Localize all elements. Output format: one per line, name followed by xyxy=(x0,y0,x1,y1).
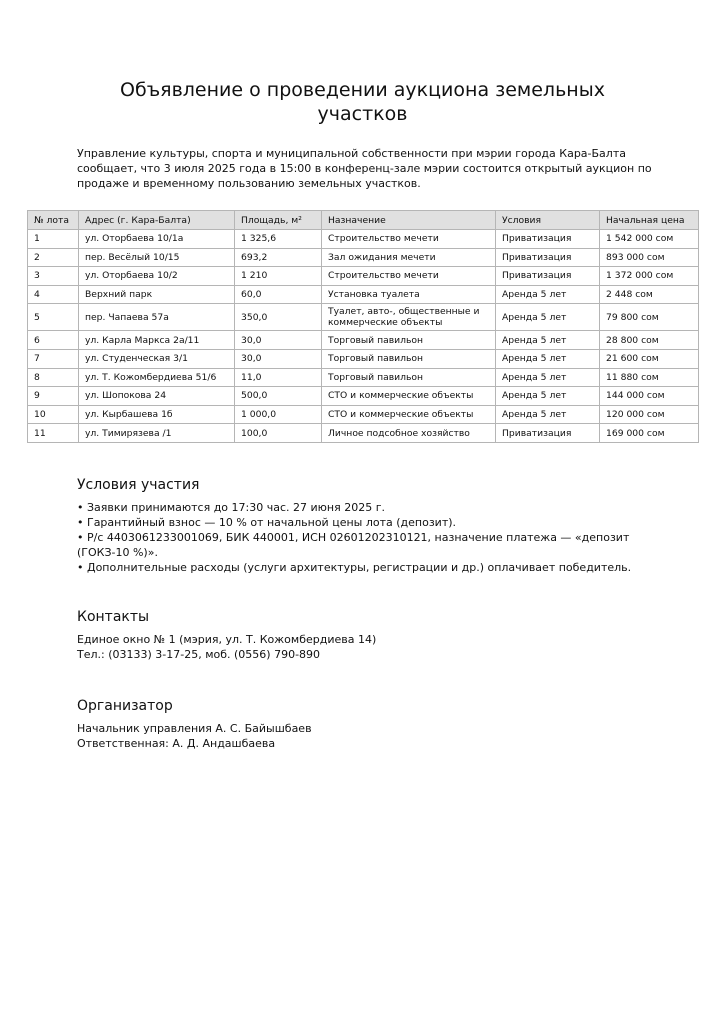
header-address: Адрес (г. Кара-Балта) xyxy=(79,211,235,230)
cell-address: ул. Т. Кожомбердиева 51/6 xyxy=(79,368,235,387)
cell-lot-number: 7 xyxy=(28,349,79,368)
cell-terms: Аренда 5 лет xyxy=(496,405,600,424)
cell-purpose: Установка туалета xyxy=(322,285,496,304)
cell-lot-number: 11 xyxy=(28,424,79,443)
cell-address: Верхний парк xyxy=(79,285,235,304)
cell-lot-number: 9 xyxy=(28,387,79,406)
cell-area: 1 325,6 xyxy=(235,230,322,249)
cell-purpose: Туалет, авто-, общественные и коммерческие объекты xyxy=(322,304,496,331)
cell-area: 30,0 xyxy=(235,349,322,368)
cell-area: 60,0 xyxy=(235,285,322,304)
table-row xyxy=(28,248,699,267)
header-starting-price: Начальная цена xyxy=(600,211,699,230)
cell-starting-price: 21 600 сом xyxy=(600,349,699,368)
table-row xyxy=(28,387,699,406)
cell-terms: Приватизация xyxy=(496,424,600,443)
cell-address: ул. Шопокова 24 xyxy=(79,387,235,406)
cell-purpose: Строительство мечети xyxy=(322,267,496,286)
table-row xyxy=(28,230,699,249)
table-row xyxy=(28,424,699,443)
table-header-row xyxy=(28,211,699,230)
cell-area: 350,0 xyxy=(235,304,322,331)
cell-terms: Аренда 5 лет xyxy=(496,285,600,304)
contacts-section xyxy=(77,632,657,662)
cell-area: 1 000,0 xyxy=(235,405,322,424)
cell-purpose: Строительство мечети xyxy=(322,230,496,249)
cell-starting-price: 1 542 000 сом xyxy=(600,230,699,249)
cell-address: пер. Чапаева 57а xyxy=(79,304,235,331)
cell-area: 11,0 xyxy=(235,368,322,387)
conditions-section xyxy=(77,500,657,575)
header-lot-number: № лота xyxy=(28,211,79,230)
list-item: • Гарантийный взнос — 10 % от начальной цены лота (депозит). xyxy=(77,516,457,529)
table-row xyxy=(28,304,699,331)
cell-lot-number: 1 xyxy=(28,230,79,249)
organizer-section xyxy=(77,721,657,751)
table-row xyxy=(28,368,699,387)
cell-area: 1 210 xyxy=(235,267,322,286)
cell-starting-price: 169 000 сом xyxy=(600,424,699,443)
cell-address: пер. Весёлый 10/15 xyxy=(79,248,235,267)
cell-lot-number: 8 xyxy=(28,368,79,387)
cell-address: ул. Карла Маркса 2а/11 xyxy=(79,331,235,350)
cell-terms: Аренда 5 лет xyxy=(496,387,600,406)
cell-terms: Приватизация xyxy=(496,248,600,267)
cell-address: ул. Кырбашева 1б xyxy=(79,405,235,424)
cell-address: ул. Тимирязева /1 xyxy=(79,424,235,443)
cell-lot-number: 4 xyxy=(28,285,79,304)
cell-terms: Аренда 5 лет xyxy=(496,349,600,368)
cell-lot-number: 3 xyxy=(28,267,79,286)
cell-purpose: СТО и коммерческие объекты xyxy=(322,387,496,406)
cell-address: ул. Оторбаева 10/1а xyxy=(79,230,235,249)
cell-terms: Аренда 5 лет xyxy=(496,304,600,331)
header-purpose: Назначение xyxy=(322,211,496,230)
contacts-heading: Контакты xyxy=(77,609,150,625)
list-item: • Заявки принимаются до 17:30 час. 27 июня 2025 г. xyxy=(77,501,385,514)
cell-terms: Приватизация xyxy=(496,230,600,249)
cell-purpose: Торговый павильон xyxy=(322,331,496,350)
cell-starting-price: 120 000 сом xyxy=(600,405,699,424)
cell-starting-price: 1 372 000 сом xyxy=(600,267,699,286)
lots-table xyxy=(27,210,699,443)
cell-area: 30,0 xyxy=(235,331,322,350)
list-item: • Р/с 4403061233001069, БИК 440001, ИСН 02601202310121, назначение платежа — «депозит (ГОКЗ-10 %)». xyxy=(77,531,630,559)
intro-paragraph: Управление культуры, спорта и муниципальной собственности при мэрии города Кара-Балта сообщает, что 3 июля 2025 года в 15:00 в конференц-зале мэрии состоится открытый аукцион по продаже и временному пользованию земельных участков. xyxy=(77,147,652,190)
cell-area: 100,0 xyxy=(235,424,322,443)
cell-purpose: Торговый павильон xyxy=(322,368,496,387)
header-area: Площадь, м² xyxy=(235,211,322,230)
cell-terms: Приватизация xyxy=(496,267,600,286)
table-row xyxy=(28,331,699,350)
cell-address: ул. Студенческая 3/1 xyxy=(79,349,235,368)
cell-starting-price: 144 000 сом xyxy=(600,387,699,406)
cell-starting-price: 893 000 сом xyxy=(600,248,699,267)
cell-terms: Аренда 5 лет xyxy=(496,331,600,350)
cell-starting-price: 11 880 сом xyxy=(600,368,699,387)
cell-purpose: СТО и коммерческие объекты xyxy=(322,405,496,424)
table-row xyxy=(28,405,699,424)
cell-lot-number: 6 xyxy=(28,331,79,350)
table-row xyxy=(28,349,699,368)
cell-purpose: Личное подсобное хозяйство xyxy=(322,424,496,443)
cell-purpose: Торговый павильон xyxy=(322,349,496,368)
organizer-heading: Организатор xyxy=(77,698,173,714)
table-row xyxy=(28,285,699,304)
cell-lot-number: 5 xyxy=(28,304,79,331)
table-row xyxy=(28,267,699,286)
contacts-phone: Тел.: (03133) 3-17-25, моб. (0556) 790-890 xyxy=(77,648,321,661)
page-title: Объявление о проведении аукциона земельных участков xyxy=(120,79,605,125)
header-terms: Условия xyxy=(496,211,600,230)
cell-area: 693,2 xyxy=(235,248,322,267)
conditions-list xyxy=(77,500,657,575)
cell-starting-price: 79 800 сом xyxy=(600,304,699,331)
cell-address: ул. Оторбаева 10/2 xyxy=(79,267,235,286)
list-item: • Дополнительные расходы (услуги архитектуры, регистрации и др.) оплачивает победитель. xyxy=(77,561,632,574)
cell-area: 500,0 xyxy=(235,387,322,406)
cell-terms: Аренда 5 лет xyxy=(496,368,600,387)
cell-purpose: Зал ожидания мечети xyxy=(322,248,496,267)
cell-lot-number: 10 xyxy=(28,405,79,424)
contacts-address: Единое окно № 1 (мэрия, ул. Т. Кожомбердиева 14) xyxy=(77,633,377,646)
conditions-heading: Условия участия xyxy=(77,477,200,493)
cell-lot-number: 2 xyxy=(28,248,79,267)
organizer-responsible: Ответственная: А. Д. Андашбаева xyxy=(77,737,276,750)
cell-starting-price: 2 448 сом xyxy=(600,285,699,304)
cell-starting-price: 28 800 сом xyxy=(600,331,699,350)
organizer-head: Начальник управления А. С. Байышбаев xyxy=(77,722,312,735)
